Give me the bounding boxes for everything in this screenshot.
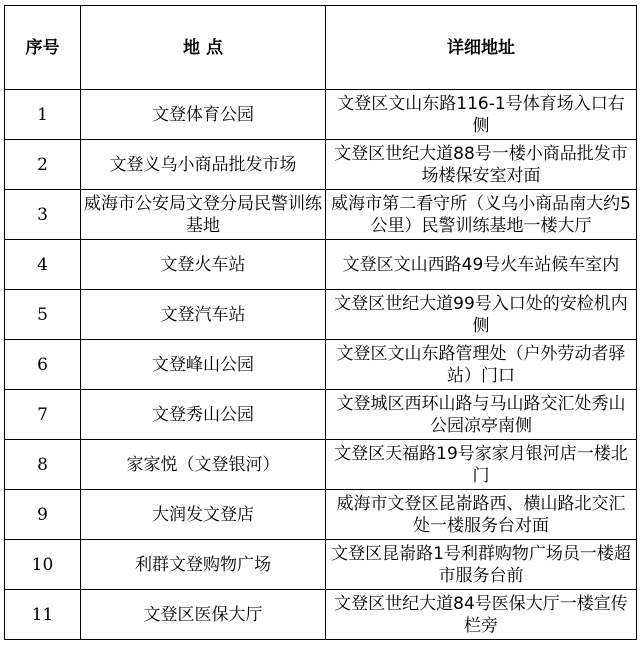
row-place: 文登秀山公园 bbox=[81, 390, 326, 440]
row-number: 6 bbox=[5, 340, 81, 390]
row-number: 11 bbox=[5, 590, 81, 640]
row-address: 文登区世纪大道88号一楼小商品批发市场楼保安室对面 bbox=[326, 140, 637, 190]
row-address: 文登区文山东路116-1号体育场入口右侧 bbox=[326, 90, 637, 140]
row-place: 文登区医保大厅 bbox=[81, 590, 326, 640]
table-row bbox=[5, 390, 637, 440]
row-number: 9 bbox=[5, 490, 81, 540]
row-number: 4 bbox=[5, 240, 81, 290]
row-number: 3 bbox=[5, 190, 81, 240]
header-number: 序号 bbox=[5, 6, 81, 90]
row-place: 文登体育公园 bbox=[81, 90, 326, 140]
row-number: 7 bbox=[5, 390, 81, 440]
row-place: 利群文登购物广场 bbox=[81, 540, 326, 590]
header-address: 详细地址 bbox=[326, 6, 637, 90]
table-row bbox=[5, 340, 637, 390]
row-address: 文登城区西环山路与马山路交汇处秀山公园凉亭南侧 bbox=[326, 390, 637, 440]
row-address: 文登区文山西路49号火车站候车室内 bbox=[326, 240, 637, 290]
row-place: 文登汽车站 bbox=[81, 290, 326, 340]
row-place: 文登峰山公园 bbox=[81, 340, 326, 390]
table-row bbox=[5, 190, 637, 240]
row-number: 1 bbox=[5, 90, 81, 140]
row-place: 大润发文登店 bbox=[81, 490, 326, 540]
row-number: 8 bbox=[5, 440, 81, 490]
table-row bbox=[5, 590, 637, 640]
table-row bbox=[5, 440, 637, 490]
row-address: 文登区世纪大道84号医保大厅一楼宣传栏旁 bbox=[326, 590, 637, 640]
row-place: 文登义乌小商品批发市场 bbox=[81, 140, 326, 190]
row-number: 5 bbox=[5, 290, 81, 340]
row-address: 文登区世纪大道99号入口处的安检机内侧 bbox=[326, 290, 637, 340]
header-row bbox=[5, 6, 637, 90]
row-place: 家家悦（文登银河） bbox=[81, 440, 326, 490]
locations-table bbox=[4, 5, 637, 640]
table-row bbox=[5, 490, 637, 540]
table-row bbox=[5, 240, 637, 290]
table-row bbox=[5, 90, 637, 140]
row-address: 威海市第二看守所（义乌小商品南大约5公里）民警训练基地一楼大厅 bbox=[326, 190, 637, 240]
table-row bbox=[5, 290, 637, 340]
row-number: 2 bbox=[5, 140, 81, 190]
row-place: 威海市公安局文登分局民警训练基地 bbox=[81, 190, 326, 240]
table-row bbox=[5, 540, 637, 590]
row-address: 文登区文山东路管理处（户外劳动者驿站）门口 bbox=[326, 340, 637, 390]
header-place: 地 点 bbox=[81, 6, 326, 90]
row-address: 威海市文登区昆嵛路西、横山路北交汇处一楼服务台对面 bbox=[326, 490, 637, 540]
row-address: 文登区天福路19号家家月银河店一楼北门 bbox=[326, 440, 637, 490]
row-number: 10 bbox=[5, 540, 81, 590]
table-row bbox=[5, 140, 637, 190]
row-place: 文登火车站 bbox=[81, 240, 326, 290]
row-address: 文登区昆嵛路1号利群购物广场员一楼超市服务台前 bbox=[326, 540, 637, 590]
